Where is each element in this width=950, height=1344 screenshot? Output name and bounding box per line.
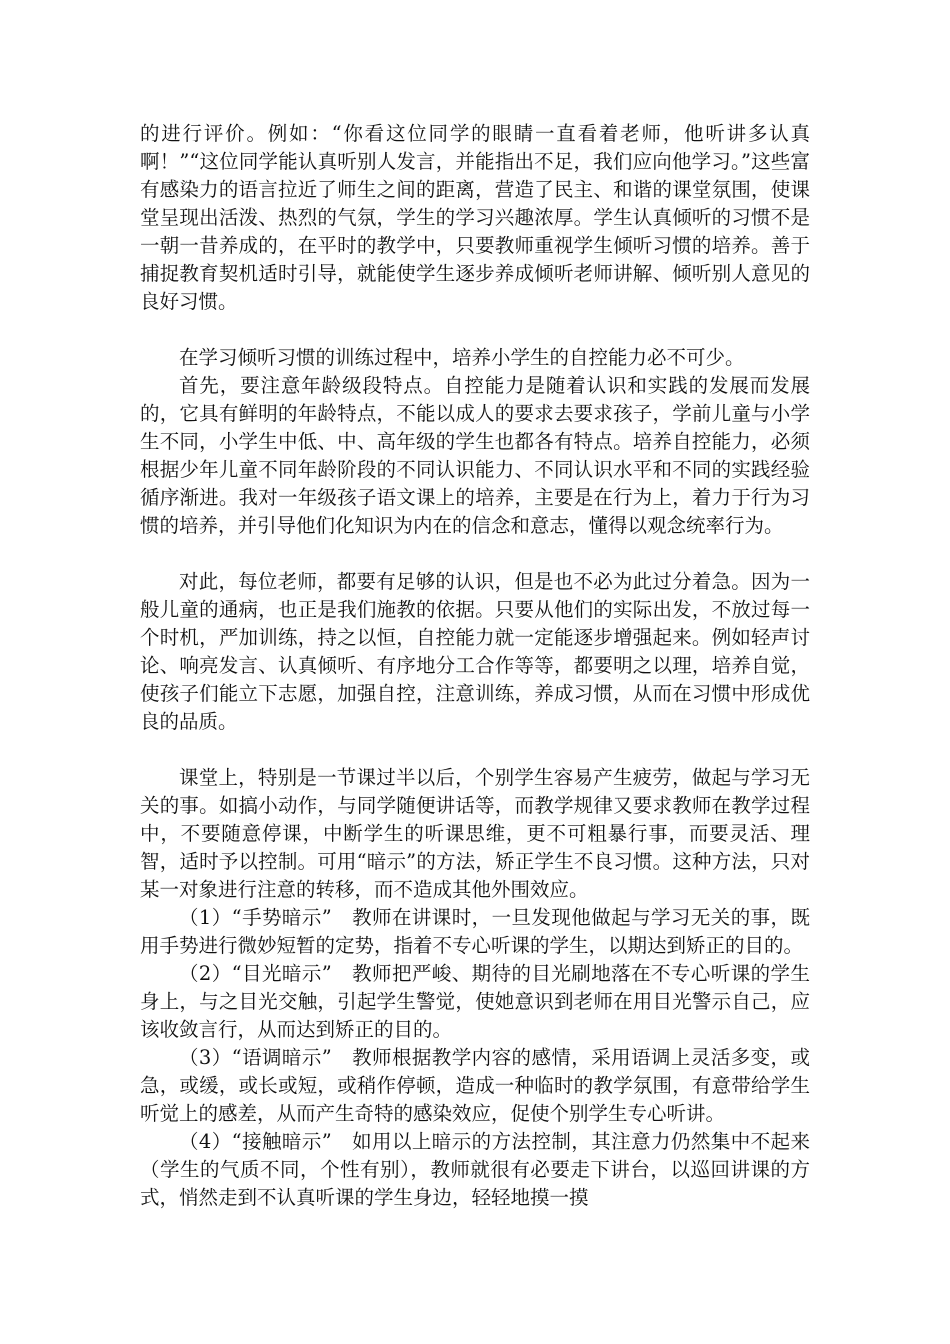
paragraph-teacher-awareness: 对此，每位老师，都要有足够的认识，但是也不必为此过分着急。因为一般儿童的通病，也正是我们施教的依据。只要从他们的实际出发，不放过每一个时机，严加训练，持之以恒，自控能力就一定能逐步增强起来。例如轻声讨论、响亮发言、认真倾听、有序地分工合作等等，都要明之以理，培养自觉，使孩子们能立下志愿，加强自控，注意训练，养成习惯，从而在习惯中形成优良的品质。 xyxy=(140,570,810,733)
paragraph-age-characteristics: 首先，要注意年龄级段特点。自控能力是随着认识和实践的发展而发展的，它具有鲜明的年龄特点，不能以成人的要求去要求孩子，学前儿童与小学生不同，小学生中低、中、高年级的学生也都各有特点。培养自控能力，必须根据少年儿童不同年龄阶段的不同认识能力、不同认识水平和不同的实践经验循序渐进。我对一年级孩子语文课上的培养，主要是在行为上，着力于行为习惯的培养，并引导他们化知识为内在的信念和意志，懂得以观念统率行为。 xyxy=(140,374,810,537)
paragraph-touch-hint: （4）“接触暗示” 如用以上暗示的方法控制，其注意力仍然集中不起来（学生的气质不同，个性有别），教师就很有必要走下讲台，以巡回讲课的方式，悄然走到不认真听课的学生身边，轻轻地摸一摸 xyxy=(140,1130,810,1209)
paragraph-self-control-intro: 在学习倾听习惯的训练过程中，培养小学生的自控能力必不可少。 xyxy=(179,346,745,369)
paragraph-classroom-hint-method: 课堂上，特别是一节课过半以后，个别学生容易产生疲劳，做起与学习无关的事。如搞小动作，与同学随便讲话等，而教学规律又要求教师在教学过程中，不要随意停课，中断学生的听课思维，更不可粗暴行事，而要灵活、理智，适时予以控制。可用“暗示”的方法，矫正学生不良习惯。这种方法，只对某一对象进行注意的转移，而不造成其他外围效应。 xyxy=(140,766,810,901)
paragraph-eye-contact-hint: （2）“目光暗示” 教师把严峻、期待的目光刷地落在不专心听课的学生身上，与之目光交触，引起学生警觉，使她意识到老师在用目光警示自己，应该收敛言行，从而达到矫正的目的。 xyxy=(140,962,810,1041)
paragraph-tone-hint: （3）“语调暗示” 教师根据教学内容的感情，采用语调上灵活多变，或急，或缓，或长或短，或稍作停顿，造成一种临时的教学氛围，有意带给学生听觉上的感差，从而产生奇特的感染效应，促使个别学生专心听讲。 xyxy=(140,1046,810,1125)
paragraph-evaluation-example: 的进行评价。例如：“你看这位同学的眼睛一直看着老师，他听讲多认真啊！”“这位同学能认真听别人发言，并能指出不足，我们应向他学习。”这些富有感染力的语言拉近了师生之间的距离，营造了民主、和谐的课堂氛围，使课堂呈现出活泼、热烈的气氛，学生的学习兴趣浓厚。学生认真倾听的习惯不是一朝一昔养成的，在平时的教学中，只要教师重视学生倾听习惯的培养。善于捕捉教育契机适时引导，就能使学生逐步养成倾听老师讲解、倾听别人意见的良好习惯。 xyxy=(140,122,810,313)
paragraph-gesture-hint: （1）“手势暗示” 教师在讲课时，一旦发现他做起与学习无关的事，既用手势进行微妙短暂的定势，指着不专心听课的学生，以期达到矫正的目的。 xyxy=(140,906,810,957)
